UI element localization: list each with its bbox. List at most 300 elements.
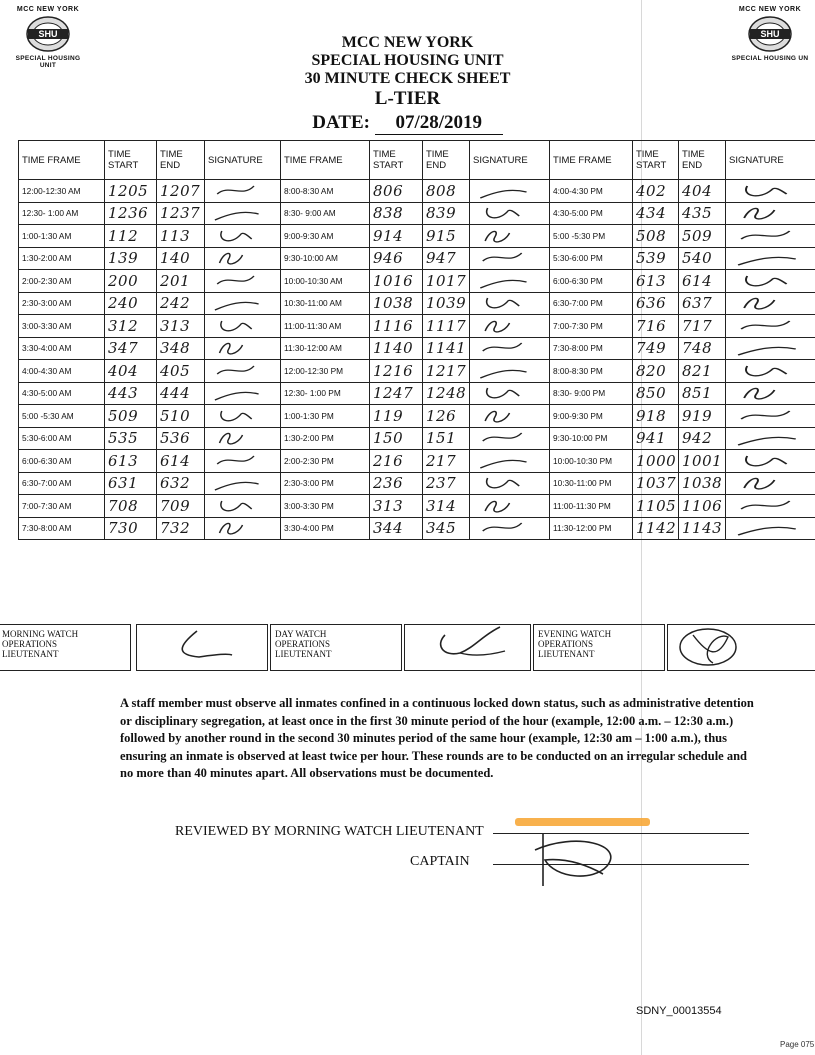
time-frame-cell: 8:30- 9:00 AM (281, 202, 370, 225)
table-row (19, 360, 815, 383)
time-start-cell: 404 (105, 360, 157, 383)
signature-cell (470, 202, 550, 225)
initials-mark (473, 519, 546, 537)
signature-cell (726, 427, 815, 450)
time-frame-cell: 6:00-6:30 AM (19, 450, 105, 473)
time-start-cell: 1216 (370, 360, 423, 383)
time-frame-cell: 4:30-5:00 AM (19, 382, 105, 405)
logo-right-top-text: MCC NEW YORK (738, 6, 802, 13)
time-start-cell: 535 (105, 427, 157, 450)
initials-mark (729, 339, 815, 357)
initials-mark (729, 519, 815, 537)
date-row (0, 112, 815, 135)
time-start-cell: 730 (105, 517, 157, 540)
signature-cell (205, 405, 281, 428)
time-frame-cell: 5:30-6:00 PM (550, 247, 633, 270)
column-header-time-start: TIME START (370, 141, 423, 180)
initials-mark (208, 227, 277, 245)
captain-signature (515, 830, 635, 890)
time-end-cell: 808 (423, 180, 470, 203)
time-start-cell: 1247 (370, 382, 423, 405)
time-end-cell: 614 (679, 270, 726, 293)
time-frame-cell: 9:00-9:30 AM (281, 225, 370, 248)
day-watch-line3: LIEUTENANT (275, 649, 332, 659)
signature-cell (205, 292, 281, 315)
signature-cell (470, 337, 550, 360)
initials-mark (729, 204, 815, 222)
time-end-cell: 509 (679, 225, 726, 248)
logo-left-bottom-text: SPECIAL HOUSING UNIT (15, 55, 81, 69)
instructions-paragraph: A staff member must observe all inmates confined in a continuous locked down status, such as administrative detention or disciplinary segregation, at least once in the first 30 minute period of the hour (example, 12:00 a.m. – 12:30 a.m.) followed by another round in the second 30 minutes period of the same hour (example, 12:30 am – 1:00 a.m.), thus ensuring an inmate is observed at least twice per hour. These rounds are to be conducted on an irregular schedule and no more than 40 minutes apart. All observations must be documented. (120, 696, 754, 780)
initials-mark (208, 474, 277, 492)
time-end-cell: 540 (679, 247, 726, 270)
initials-mark (208, 182, 277, 200)
time-end-cell: 510 (157, 405, 205, 428)
time-frame-cell: 9:00-9:30 PM (550, 405, 633, 428)
signature-cell (205, 472, 281, 495)
time-frame-cell: 3:30-4:00 PM (281, 517, 370, 540)
signature-cell (470, 247, 550, 270)
time-frame-cell: 5:00 -5:30 AM (19, 405, 105, 428)
watch-signature-strip (0, 624, 815, 669)
time-end-cell: 919 (679, 405, 726, 428)
time-frame-cell: 8:00-8:30 AM (281, 180, 370, 203)
evening-watch-line2: OPERATIONS (538, 639, 594, 649)
time-end-cell: 113 (157, 225, 205, 248)
signature-cell (470, 472, 550, 495)
initials-mark (473, 272, 546, 290)
initials-mark (473, 294, 546, 312)
table-header-row (19, 141, 815, 180)
time-frame-cell: 6:00-6:30 PM (550, 270, 633, 293)
time-end-cell: 851 (679, 382, 726, 405)
time-start-cell: 1116 (370, 315, 423, 338)
logo-right-center-text: SHU (760, 29, 780, 39)
signature-cell (470, 315, 550, 338)
signature-cell (205, 337, 281, 360)
time-start-cell: 1105 (633, 495, 679, 518)
time-start-cell: 509 (105, 405, 157, 428)
initials-mark (729, 182, 815, 200)
day-watch-signature-box (404, 624, 531, 671)
initials-mark (473, 407, 546, 425)
time-frame-cell: 12:00-12:30 AM (19, 180, 105, 203)
initials-mark (473, 204, 546, 222)
time-start-cell: 1142 (633, 517, 679, 540)
time-start-cell: 402 (633, 180, 679, 203)
time-frame-cell: 9:30-10:00 AM (281, 247, 370, 270)
initials-mark (473, 249, 546, 267)
signature-cell (205, 315, 281, 338)
column-header-time-frame: TIME FRAME (281, 141, 370, 180)
check-table (18, 140, 815, 540)
initials-mark (473, 317, 546, 335)
column-header-time-frame: TIME FRAME (550, 141, 633, 180)
table-row (19, 202, 815, 225)
time-end-cell: 1143 (679, 517, 726, 540)
initials-mark (473, 474, 546, 492)
signature-cell (726, 495, 815, 518)
initials-mark (473, 452, 546, 470)
time-frame-cell: 4:00-4:30 PM (550, 180, 633, 203)
time-end-cell: 947 (423, 247, 470, 270)
time-end-cell: 748 (679, 337, 726, 360)
column-header-time-frame: TIME FRAME (19, 141, 105, 180)
time-end-cell: 536 (157, 427, 205, 450)
time-start-cell: 119 (370, 405, 423, 428)
time-frame-cell: 5:00 -5:30 PM (550, 225, 633, 248)
time-end-cell: 126 (423, 405, 470, 428)
time-frame-cell: 4:00-4:30 AM (19, 360, 105, 383)
morning-watch-label (0, 625, 130, 659)
signature-cell (205, 495, 281, 518)
evening-watch-signature (668, 625, 815, 670)
initials-mark (729, 474, 815, 492)
time-start-cell: 1037 (633, 472, 679, 495)
time-start-cell: 508 (633, 225, 679, 248)
evening-watch-line3: LIEUTENANT (538, 649, 595, 659)
time-start-cell: 1140 (370, 337, 423, 360)
time-end-cell: 632 (157, 472, 205, 495)
signature-cell (470, 270, 550, 293)
initials-mark (729, 272, 815, 290)
time-end-cell: 201 (157, 270, 205, 293)
time-end-cell: 313 (157, 315, 205, 338)
time-start-cell: 1016 (370, 270, 423, 293)
time-start-cell: 914 (370, 225, 423, 248)
time-frame-cell: 11:00-11:30 PM (550, 495, 633, 518)
signature-cell (470, 450, 550, 473)
signature-cell (470, 180, 550, 203)
time-end-cell: 404 (679, 180, 726, 203)
time-start-cell: 539 (633, 247, 679, 270)
redaction-highlight (515, 818, 650, 826)
time-end-cell: 1237 (157, 202, 205, 225)
column-header-signature: SIGNATURE (470, 141, 550, 180)
morning-watch-line3: LIEUTENANT (2, 649, 59, 659)
time-end-cell: 242 (157, 292, 205, 315)
signature-cell (470, 292, 550, 315)
time-end-cell: 614 (157, 450, 205, 473)
time-frame-cell: 7:00-7:30 AM (19, 495, 105, 518)
initials-mark (208, 497, 277, 515)
bates-number: SDNY_00013554 (636, 1005, 722, 1017)
time-end-cell: 942 (679, 427, 726, 450)
signature-cell (726, 382, 815, 405)
time-start-cell: 236 (370, 472, 423, 495)
initials-mark (208, 317, 277, 335)
initials-mark (729, 294, 815, 312)
time-end-cell: 314 (423, 495, 470, 518)
evening-watch-label-box (533, 624, 665, 671)
signature-cell (205, 450, 281, 473)
column-header-time-end: TIME END (679, 141, 726, 180)
table-row (19, 495, 815, 518)
time-start-cell: 636 (633, 292, 679, 315)
evening-watch-signature-box (667, 624, 815, 671)
time-start-cell: 1236 (105, 202, 157, 225)
time-start-cell: 1000 (633, 450, 679, 473)
time-end-cell: 1001 (679, 450, 726, 473)
initials-mark (208, 339, 277, 357)
time-start-cell: 347 (105, 337, 157, 360)
time-frame-cell: 7:00-7:30 PM (550, 315, 633, 338)
title-tier: L-TIER (374, 88, 441, 109)
initials-mark (729, 452, 815, 470)
signature-cell (726, 292, 815, 315)
time-frame-cell: 3:30-4:00 AM (19, 337, 105, 360)
time-end-cell: 151 (423, 427, 470, 450)
logo-left-top-text: MCC NEW YORK (16, 6, 80, 13)
time-frame-cell: 1:00-1:30 PM (281, 405, 370, 428)
signature-cell (726, 450, 815, 473)
initials-mark (208, 294, 277, 312)
time-end-cell: 435 (679, 202, 726, 225)
time-start-cell: 708 (105, 495, 157, 518)
initials-mark (729, 227, 815, 245)
table-row (19, 472, 815, 495)
initials-mark (208, 362, 277, 380)
day-watch-label-box (270, 624, 402, 671)
time-frame-cell: 6:30-7:00 AM (19, 472, 105, 495)
table-row (19, 180, 815, 203)
time-start-cell: 312 (105, 315, 157, 338)
time-start-cell: 1205 (105, 180, 157, 203)
signature-cell (726, 180, 815, 203)
title-unit: SPECIAL HOUSING UNIT (311, 52, 504, 69)
evening-watch-line1: EVENING WATCH (538, 629, 612, 639)
time-start-cell: 749 (633, 337, 679, 360)
time-end-cell: 1248 (423, 382, 470, 405)
time-end-cell: 1117 (423, 315, 470, 338)
time-start-cell: 112 (105, 225, 157, 248)
time-end-cell: 1207 (157, 180, 205, 203)
time-end-cell: 821 (679, 360, 726, 383)
table-row (19, 225, 815, 248)
column-header-time-end: TIME END (157, 141, 205, 180)
time-frame-cell: 2:30-3:00 PM (281, 472, 370, 495)
evening-watch-label (534, 625, 664, 659)
signature-cell (205, 427, 281, 450)
time-frame-cell: 2:00-2:30 AM (19, 270, 105, 293)
time-start-cell: 918 (633, 405, 679, 428)
title-sheet-name: 30 MINUTE CHECK SHEET (304, 70, 511, 87)
initials-mark (473, 227, 546, 245)
time-frame-cell: 11:30-12:00 PM (550, 517, 633, 540)
time-end-cell: 637 (679, 292, 726, 315)
time-start-cell: 820 (633, 360, 679, 383)
signature-cell (205, 202, 281, 225)
time-end-cell: 348 (157, 337, 205, 360)
time-frame-cell: 3:00-3:30 PM (281, 495, 370, 518)
column-header-time-start: TIME START (105, 141, 157, 180)
signature-cell (726, 247, 815, 270)
morning-watch-label-box (0, 624, 131, 671)
time-start-cell: 946 (370, 247, 423, 270)
initials-mark (208, 429, 277, 447)
date-label: DATE: (312, 112, 370, 133)
initials-mark (729, 384, 815, 402)
morning-watch-signature-box (136, 624, 268, 671)
signature-cell (205, 225, 281, 248)
time-start-cell: 631 (105, 472, 157, 495)
time-end-cell: 709 (157, 495, 205, 518)
day-watch-label (271, 625, 401, 659)
initials-mark (729, 497, 815, 515)
time-frame-cell: 10:00-10:30 AM (281, 270, 370, 293)
time-frame-cell: 8:00-8:30 PM (550, 360, 633, 383)
time-frame-cell: 3:00-3:30 AM (19, 315, 105, 338)
signature-cell (205, 247, 281, 270)
morning-watch-signature (137, 625, 267, 670)
table-row (19, 337, 815, 360)
table-row (19, 270, 815, 293)
title-block (0, 34, 815, 135)
initials-mark (729, 317, 815, 335)
initials-mark (473, 429, 546, 447)
time-start-cell: 150 (370, 427, 423, 450)
initials-mark (208, 452, 277, 470)
signature-cell (205, 382, 281, 405)
signature-cell (726, 405, 815, 428)
time-start-cell: 1038 (370, 292, 423, 315)
time-end-cell: 217 (423, 450, 470, 473)
time-end-cell: 732 (157, 517, 205, 540)
time-frame-cell: 6:30-7:00 PM (550, 292, 633, 315)
initials-mark (208, 272, 277, 290)
column-header-time-end: TIME END (423, 141, 470, 180)
time-end-cell: 1017 (423, 270, 470, 293)
time-start-cell: 613 (633, 270, 679, 293)
time-frame-cell: 11:00-11:30 AM (281, 315, 370, 338)
time-start-cell: 216 (370, 450, 423, 473)
signature-cell (726, 202, 815, 225)
table-row (19, 427, 815, 450)
signature-cell (205, 517, 281, 540)
time-frame-cell: 2:30-3:00 AM (19, 292, 105, 315)
initials-mark (729, 407, 815, 425)
table-row (19, 315, 815, 338)
table-row (19, 450, 815, 473)
reviewed-by-label: REVIEWED BY MORNING WATCH LIEUTENANT (175, 824, 484, 839)
initials-mark (208, 249, 277, 267)
signature-cell (470, 517, 550, 540)
time-start-cell: 941 (633, 427, 679, 450)
initials-mark (729, 362, 815, 380)
time-frame-cell: 10:00-10:30 PM (550, 450, 633, 473)
logo-left-center-text: SHU (38, 29, 58, 39)
signature-cell (470, 427, 550, 450)
time-frame-cell: 12:30- 1:00 AM (19, 202, 105, 225)
day-watch-signature (405, 625, 530, 670)
time-frame-cell: 7:30-8:00 PM (550, 337, 633, 360)
signature-cell (470, 495, 550, 518)
time-frame-cell: 1:00-1:30 AM (19, 225, 105, 248)
day-watch-line2: OPERATIONS (275, 639, 331, 649)
title-institution: MCC NEW YORK (341, 34, 474, 51)
initials-mark (208, 384, 277, 402)
initials-mark (208, 407, 277, 425)
time-frame-cell: 2:00-2:30 PM (281, 450, 370, 473)
table-row (19, 292, 815, 315)
time-frame-cell: 12:00-12:30 PM (281, 360, 370, 383)
signature-cell (205, 360, 281, 383)
initials-mark (473, 362, 546, 380)
time-frame-cell: 1:30-2:00 AM (19, 247, 105, 270)
table-row (19, 517, 815, 540)
time-start-cell: 850 (633, 382, 679, 405)
table-row (19, 382, 815, 405)
time-frame-cell: 1:30-2:00 PM (281, 427, 370, 450)
signature-cell (726, 270, 815, 293)
time-end-cell: 839 (423, 202, 470, 225)
signature-cell (470, 382, 550, 405)
page-number: Page 075 (780, 1040, 815, 1049)
time-end-cell: 1038 (679, 472, 726, 495)
captain-label: CAPTAIN (410, 854, 470, 869)
signature-cell (726, 360, 815, 383)
initials-mark (473, 339, 546, 357)
morning-watch-line1: MORNING WATCH (2, 629, 79, 639)
time-end-cell: 345 (423, 517, 470, 540)
time-frame-cell: 4:30-5:00 PM (550, 202, 633, 225)
time-end-cell: 717 (679, 315, 726, 338)
column-header-signature: SIGNATURE (205, 141, 281, 180)
signature-cell (726, 517, 815, 540)
time-frame-cell: 8:30- 9:00 PM (550, 382, 633, 405)
initials-mark (208, 204, 277, 222)
time-frame-cell: 12:30- 1:00 PM (281, 382, 370, 405)
time-end-cell: 1217 (423, 360, 470, 383)
logo-right-bottom-text: SPECIAL HOUSING UN (731, 55, 809, 62)
signature-cell (205, 180, 281, 203)
time-start-cell: 838 (370, 202, 423, 225)
time-start-cell: 613 (105, 450, 157, 473)
initials-mark (473, 497, 546, 515)
signature-cell (726, 225, 815, 248)
time-end-cell: 444 (157, 382, 205, 405)
table-row (19, 247, 815, 270)
signature-cell (726, 472, 815, 495)
time-start-cell: 443 (105, 382, 157, 405)
morning-watch-line2: OPERATIONS (2, 639, 58, 649)
time-end-cell: 237 (423, 472, 470, 495)
time-end-cell: 140 (157, 247, 205, 270)
time-frame-cell: 11:30-12:00 AM (281, 337, 370, 360)
time-frame-cell: 9:30-10:00 PM (550, 427, 633, 450)
time-start-cell: 434 (633, 202, 679, 225)
time-end-cell: 915 (423, 225, 470, 248)
time-end-cell: 405 (157, 360, 205, 383)
initials-mark (729, 249, 815, 267)
initials-mark (473, 182, 546, 200)
time-start-cell: 313 (370, 495, 423, 518)
time-start-cell: 240 (105, 292, 157, 315)
time-start-cell: 344 (370, 517, 423, 540)
signature-cell (205, 270, 281, 293)
signature-cell (470, 225, 550, 248)
signature-cell (726, 337, 815, 360)
time-start-cell: 806 (370, 180, 423, 203)
time-end-cell: 1039 (423, 292, 470, 315)
time-frame-cell: 7:30-8:00 AM (19, 517, 105, 540)
time-frame-cell: 10:30-11:00 PM (550, 472, 633, 495)
time-end-cell: 1106 (679, 495, 726, 518)
initials-mark (729, 429, 815, 447)
initials-mark (473, 384, 546, 402)
time-frame-cell: 10:30-11:00 AM (281, 292, 370, 315)
column-header-time-start: TIME START (633, 141, 679, 180)
